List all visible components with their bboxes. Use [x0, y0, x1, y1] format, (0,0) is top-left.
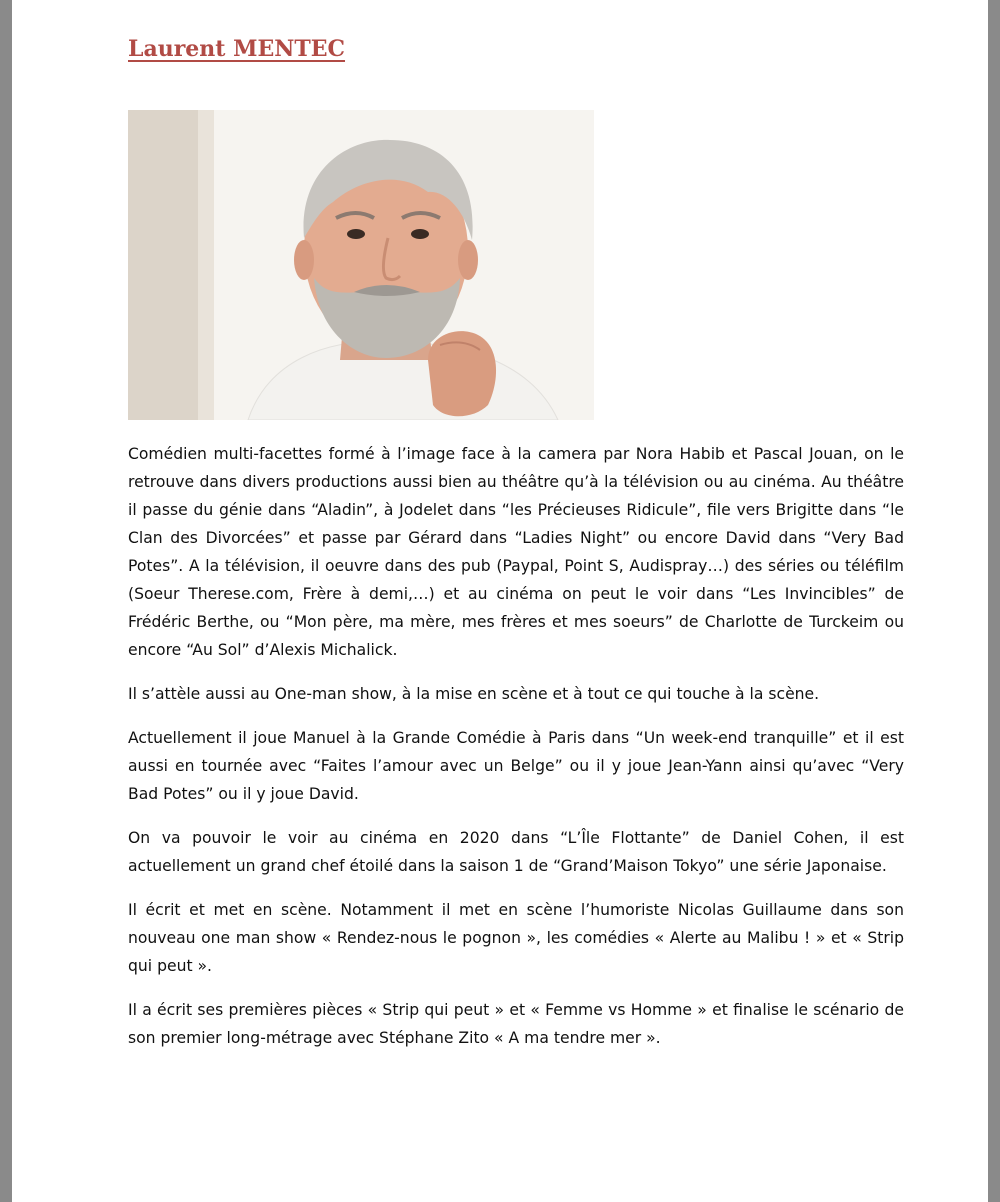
page-title: Laurent MENTEC — [128, 36, 346, 62]
body-text — [128, 440, 904, 1068]
document-page — [12, 0, 988, 1202]
paragraph: Actuellement il joue Manuel à la Grande Comédie à Paris dans “Un week-end tranquille” et il est aussi en tournée avec “Faites l’amour avec un Belge” ou il y joue Jean-Yann ainsi qu’avec “Very Bad Potes” ou il y joue David. — [128, 729, 904, 803]
paragraph: On va pouvoir le voir au cinéma en 2020 dans “L’Île Flottante” de Daniel Cohen, il est actuellement un grand chef étoilé dans la saison 1 de “Grand’Maison Tokyo” une série Japonaise. — [128, 829, 904, 875]
portrait-illustration — [128, 110, 594, 420]
paragraph: Il s’attèle aussi au One-man show, à la mise en scène et à tout ce qui touche à la scène. — [128, 685, 820, 703]
paragraph: Il a écrit ses premières pièces « Strip qui peut » et « Femme vs Homme » et finalise le scénario de son premier long-métrage avec Stéphane Zito « A ma tendre mer ». — [128, 1001, 904, 1047]
paragraph: Comédien multi-facettes formé à l’image face à la camera par Nora Habib et Pascal Jouan, on le retrouve dans divers productions aussi bien au théâtre qu’à la télévision ou au cinéma. Au théâtre il passe du génie dans “Aladin”, à Jodelet dans “les Précieuses Ridicule”, file vers Brigitte dans “le Clan des Divorcées” et passe par Gérard dans “Ladies Night” ou encore David dans “Very Bad Potes”. A la télévision, il oeuvre dans des pub (Paypal, Point S, Audispray…) des séries ou téléfilm (Soeur Therese.com, Frère à demi,…) et au cinéma on peut le voir dans “Les Invincibles” de Frédéric Berthe, ou “Mon père, ma mère, mes frères et mes soeurs” de Charlotte de Turckeim ou encore “Au Sol” d’Alexis Michalick. — [128, 445, 904, 659]
paragraph: Il écrit et met en scène. Notamment il met en scène l’humoriste Nicolas Guillaume dans son nouveau one man show « Rendez-nous le pognon », les comédies « Alerte au Malibu ! » et « Strip qui peut ». — [128, 901, 904, 975]
portrait-photo — [128, 110, 594, 420]
